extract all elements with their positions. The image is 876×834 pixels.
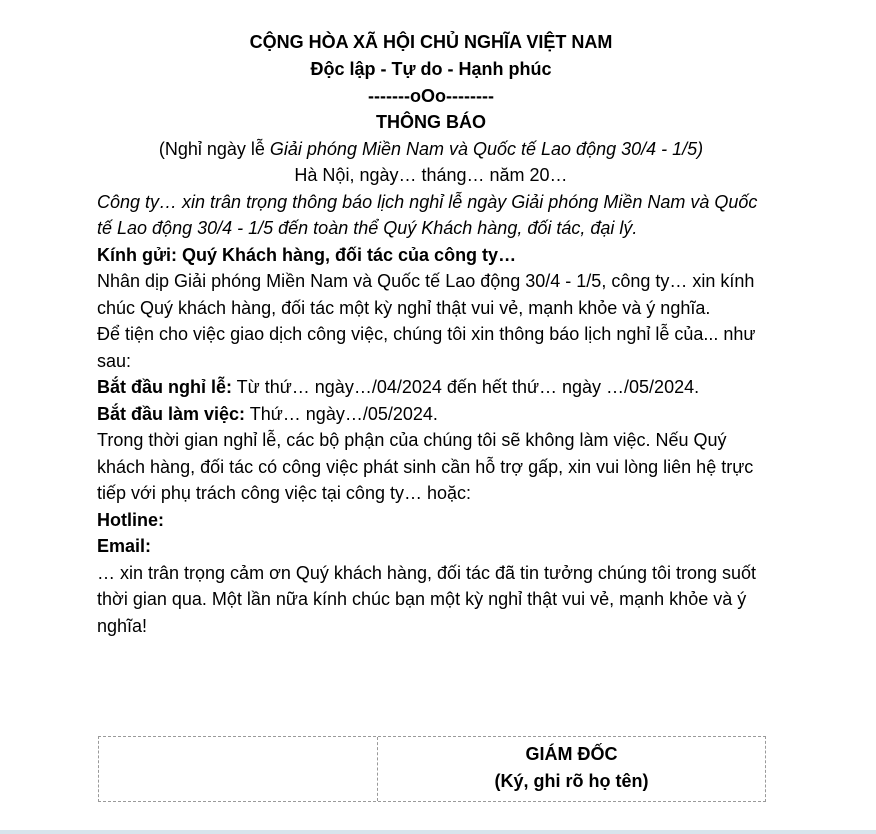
signature-note: (Ký, ghi rõ họ tên) [494, 771, 649, 791]
greeting: Kính gửi: Quý Khách hàng, đối tác của công ty… [97, 244, 517, 265]
email-label: Email: [97, 536, 152, 556]
hotline-label: Hotline: [97, 509, 164, 530]
schedule-intro: Để tiện cho việc giao dịch công việc, chúng tôi xin thông báo lịch nghỉ lễ của... như sau: [97, 324, 756, 371]
signature-role: GIÁM ĐỐC [525, 744, 618, 764]
country-heading: CỘNG HÒA XÃ HỘI CHỦ NGHĨA VIỆT NAM [249, 32, 613, 52]
subtitle [97, 136, 765, 163]
holiday-start-label: Bắt đầu nghỉ lễ: [97, 377, 232, 397]
document-page [97, 28, 765, 639]
wish-paragraph: Nhân dịp Giải phóng Miền Nam và Quốc tế Lao động 30/4 - 1/5, công ty… xin kính chúc Quý khách hàng, đối tác một kỳ nghỉ thật vui vẻ, mạnh khỏe và ý nghĩa. [97, 271, 755, 318]
motto: Độc lập - Tự do - Hạnh phúc [310, 59, 552, 79]
signature-cell [378, 737, 765, 801]
support-paragraph: Trong thời gian nghỉ lễ, các bộ phận của chúng tôi sẽ không làm việc. Nếu Quý khách hàng, đối tác có công việc phát sinh cần hỗ trợ gấp, xin vui lòng liên hệ trực tiếp với phụ trách công việc tại công ty… hoặc: [97, 430, 754, 503]
subtitle-italic: Giải phóng Miền Nam và Quốc tế Lao động 30/4 - 1/5) [269, 138, 704, 159]
place-date: Hà Nội, ngày… tháng… năm 20… [294, 165, 568, 185]
page-bottom-divider [0, 830, 876, 834]
work-resume [97, 401, 765, 428]
signature-empty-cell [99, 737, 378, 801]
holiday-start [97, 374, 765, 401]
signature-table [98, 736, 766, 802]
separator: -------oOo-------- [368, 85, 494, 106]
intro-paragraph: Công ty… xin trân trọng thông báo lịch nghỉ lễ ngày Giải phóng Miền Nam và Quốc tế Lao động 30/4 - 1/5 đến toàn thể Quý Khách hàng, đối tác, đại lý. [97, 191, 758, 238]
document-title: THÔNG BÁO [376, 112, 486, 132]
holiday-start-value: Từ thứ… ngày…/04/2024 đến hết thứ… ngày …/05/2024. [232, 377, 700, 397]
work-resume-value: Thứ… ngày…/05/2024. [245, 403, 438, 424]
closing-paragraph: … xin trân trọng cảm ơn Quý khách hàng, đối tác đã tin tưởng chúng tôi trong suốt thời gian qua. Một lần nữa kính chúc bạn một kỳ nghỉ thật vui vẻ, mạnh khỏe và ý nghĩa! [97, 562, 757, 636]
work-resume-label: Bắt đầu làm việc: [97, 403, 246, 424]
subtitle-prefix: (Nghỉ ngày lễ [158, 138, 270, 159]
